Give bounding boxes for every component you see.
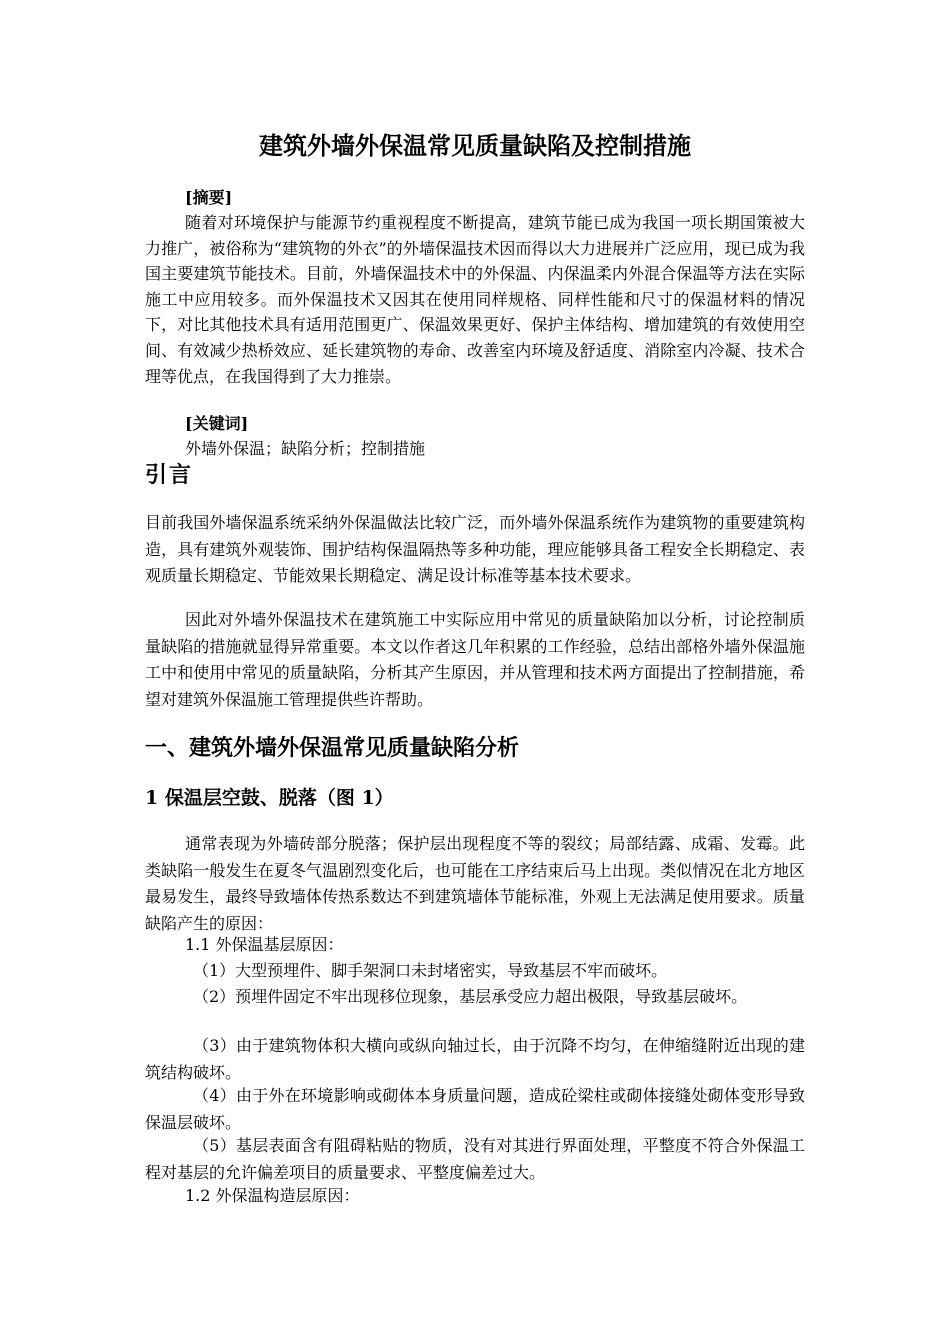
cause-item-1: （1）大型预埋件、脚手架洞口未封堵密实，导致基层不牢而破坏。 xyxy=(193,961,668,980)
cause-item-3: （3）由于建筑物体积大横向或纵向轴过长，由于沉降不均匀，在伸缩缝附近出现的建筑结构破坏。 xyxy=(145,1036,805,1082)
intro-heading: 引言 xyxy=(145,463,194,488)
keywords-label: [关键词] xyxy=(185,414,249,433)
cause-item-2: （2）预埋件固定不牢出现移位现象，基层承受应力超出极限，导致基层破坏。 xyxy=(193,987,748,1006)
abstract-label: [摘要] xyxy=(185,188,233,207)
intro-paragraph-2: 因此对外墙外保温技术在建筑施工中实际应用中常见的质量缺陷加以分析，讨论控制质量缺陷的措施就显得异常重要。本文以作者这几年积累的工作经验，总结出部格外墙外保温施工中和使用中常见的质量缺陷，分析其产生原因，并从管理和技术两方面提出了控制措施，希望对建筑外保温施工管理提供些许帮助。 xyxy=(145,610,805,709)
section1-heading: 一、建筑外墙外保温常见质量缺陷分析 xyxy=(145,735,520,761)
subsection-1-2-title: 1.2 外保温构造层原因： xyxy=(185,1186,360,1205)
abstract-text: 随着对环境保护与能源节约重视程度不断提高，建筑节能已成为我国一项长期国策被大力推广，被俗称为“建筑物的外衣”的外墙保温技术因而得以大力进展并广泛应用，现已成为我国主要建筑节能技术。目前，外墙保温技术中的外保温、内保温柔内外混合保温等方法在实际施工中应用较多。而外保温技术又因其在使用同样规格、同样性能和尺寸的保温材料的情况下，对比其他技术具有适用范围更广、保温效果更好、保护主体结构、增加建筑的有效使用空间、有效减少热桥效应、延长建筑物的寿命、改善室内环境及舒适度、消除室内冷凝、技术合理等优点，在我国得到了大力推崇。 xyxy=(145,213,805,386)
cause-item-5: （5）基层表面含有阻碍粘贴的物质，没有对其进行界面处理，平整度不符合外保温工程对基层的允许偏差项目的质量要求、平整度偏差过大。 xyxy=(145,1136,805,1182)
section1-1-intro: 通常表现为外墙砖部分脱落；保护层出现程度不等的裂纹；局部结露、成霜、发霉。此类缺陷一般发生在夏冬气温剧烈变化后，也可能在工序结束后马上出现。类似情况在北方地区最易发生，最终导致墙体传热系数达不到建筑墙体节能标准，外观上无法满足使用要求。质量缺陷产生的原因： xyxy=(145,834,805,933)
intro-paragraph-1: 目前我国外墙保温系统采纳外保温做法比较广泛，而外墙外保温系统作为建筑物的重要建筑构造，具有建筑外观装饰、围护结构保温隔热等多种功能，理应能够具备工程安全长期稳定、表观质量长期稳定、节能效果长期稳定、满足设计标准等基本技术要求。 xyxy=(145,513,805,586)
cause-item-4: （4）由于外在环境影响或砌体本身质量问题，造成砼梁柱或砌体接缝处砌体变形导致保温层破坏。 xyxy=(145,1086,805,1132)
document-title: 建筑外墙外保温常见质量缺陷及控制措施 xyxy=(259,132,691,160)
keywords-text: 外墙外保温；缺陷分析；控制措施 xyxy=(185,439,426,458)
section1-1-heading: 1 保温层空鼓、脱落（图 1） xyxy=(145,787,394,809)
subsection-1-1-title: 1.1 外保温基层原因： xyxy=(185,935,344,954)
